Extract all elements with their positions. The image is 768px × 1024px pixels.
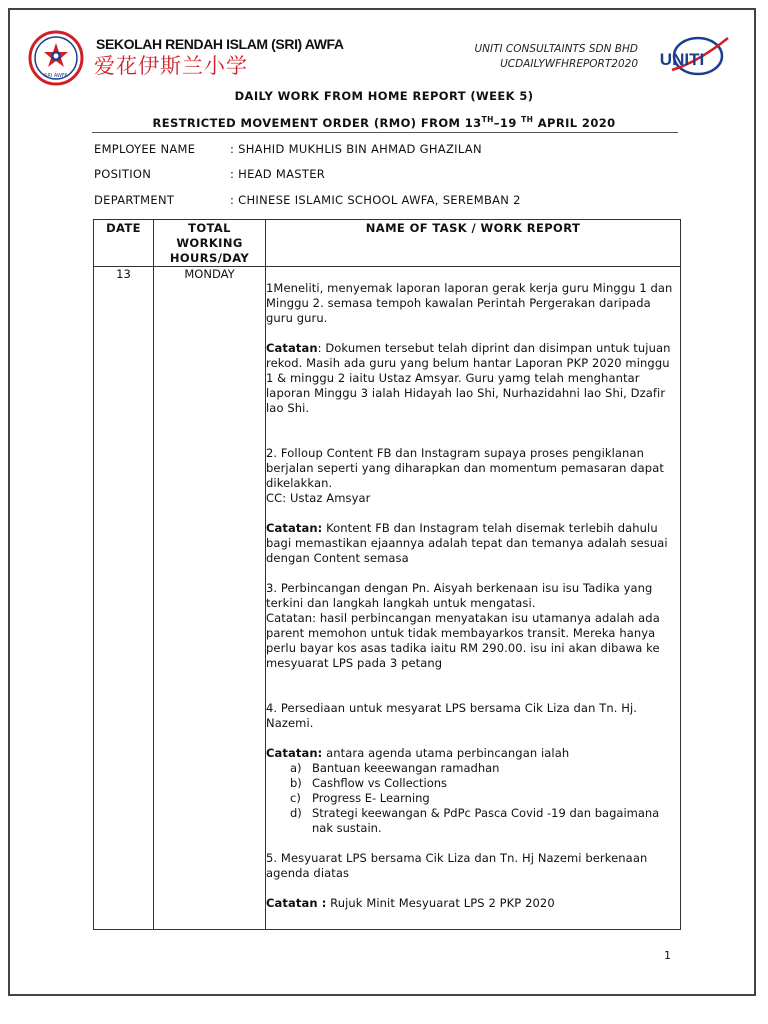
department-value: : CHINESE ISLAMIC SCHOOL AWFA, SEREMBAN 2 xyxy=(230,193,521,207)
report-table xyxy=(93,219,681,930)
task-2: 2. Folloup Content FB dan Instagram supaya proses pengiklanan berjalan seperti yang diharapkan dan momentum pemasaran dapat dikelakkan. xyxy=(266,446,664,490)
day-cell: MONDAY xyxy=(154,267,266,930)
uniti-logo xyxy=(642,32,734,82)
employee-label: EMPLOYEE NAME xyxy=(94,142,196,156)
report-title: DAILY WORK FROM HOME REPORT (WEEK 5) xyxy=(234,89,534,103)
col-hours-header: TOTAL WORKING HOURS/DAY xyxy=(154,220,266,267)
department-label: DEPARTMENT xyxy=(94,193,175,207)
task-2-cc: CC: Ustaz Amsyar xyxy=(266,491,371,505)
col-task-header: NAME OF TASK / WORK REPORT xyxy=(266,220,681,267)
report-code: UCDAILYWFHREPORT2020 xyxy=(500,58,638,70)
task-4: 4. Persediaan untuk mesyarat LPS bersama Cik Liza dan Tn. Hj. Nazemi. xyxy=(266,701,638,730)
position-label: POSITION xyxy=(94,167,152,181)
school-name-chinese: 爱花伊斯兰小学 xyxy=(94,54,248,78)
agenda-item: a) Bantuan keeewangan ramadhan xyxy=(290,761,500,775)
note-3: Catatan: hasil perbincangan menyatakan isu utamanya adalah ada parent memohon untuk tidak membayarkos transit. Mereka hanya perlu bayar kos asas tadika iaitu RM 290.00. isu ini akan dibawa ke mesyuarat LPS pada 3 petang xyxy=(266,611,660,670)
agenda-item: b) Cashflow vs Collections xyxy=(290,776,448,790)
col-date-header: DATE xyxy=(94,220,154,267)
consultant-name: UNITI CONSULTAINTS SDN BHD xyxy=(474,43,638,55)
agenda-item: c) Progress E- Learning xyxy=(290,791,430,805)
note-1: Catatan: Dokumen tersebut telah diprint dan disimpan untuk tujuan rekod. Masih ada guru yang belum hantar Laporan PKP 2020 minggu 1 & minggu 2 iaitu Ustaz Amsyar. Guru yamg telah menghantar laporan Minggu 3 ialah Hidayah lao Shi, Nurhazidahni lao Shi, Dzafir lao Shi. xyxy=(266,341,671,415)
school-logo-caption: SRI AWFA xyxy=(44,73,68,79)
agenda-item: d) Strategi keewangan & PdPc Pasca Covid -19 dan bagaimana nak sustain. xyxy=(290,806,660,835)
table-header-row xyxy=(94,220,681,267)
page-number: 1 xyxy=(664,949,671,962)
school-logo xyxy=(28,30,84,86)
task-3: 3. Perbincangan dengan Pn. Aisyah berkenaan isu isu Tadika yang terkini dan langkah langkah untuk mengatasi. xyxy=(266,581,653,610)
date-cell: 13 xyxy=(94,267,154,930)
note-4: Catatan: antara agenda utama perbincangan ialah xyxy=(266,746,570,760)
task-5: 5. Mesyuarat LPS bersama Cik Liza dan Tn. Hj Nazemi berkenaan agenda diatas xyxy=(266,851,648,880)
note-2: Catatan: Kontent FB dan Instagram telah disemak terlebih dahulu bagi memastikan ejaannya adalah tepat dan temanya adalah sesuai dengan Content semasa xyxy=(266,521,668,565)
school-name: SEKOLAH RENDAH ISLAM (SRI) AWFA xyxy=(96,36,344,52)
task-cell xyxy=(266,267,681,930)
employee-value: : SHAHID MUKHLIS BIN AHMAD GHAZILAN xyxy=(230,142,482,156)
position-value: : HEAD MASTER xyxy=(230,167,326,181)
table-row xyxy=(94,267,681,930)
agenda-list xyxy=(266,761,680,836)
report-subtitle: RESTRICTED MOVEMENT ORDER (RMO) FROM 13TH–19 $^{TH}$ APRIL 2020 xyxy=(152,115,616,130)
task-1: 1Meneliti, menyemak laporan laporan gerak kerja guru Minggu 1 dan Minggu 2. semasa tempoh kawalan Perintah Pergerakan daripada guru guru. xyxy=(266,281,673,325)
note-5: Catatan : Rujuk Minit Mesyuarat LPS 2 PKP 2020 xyxy=(266,896,555,910)
uniti-logo-text: UNITI xyxy=(659,50,705,69)
title-rule xyxy=(92,132,678,133)
consultant-block xyxy=(474,42,638,72)
